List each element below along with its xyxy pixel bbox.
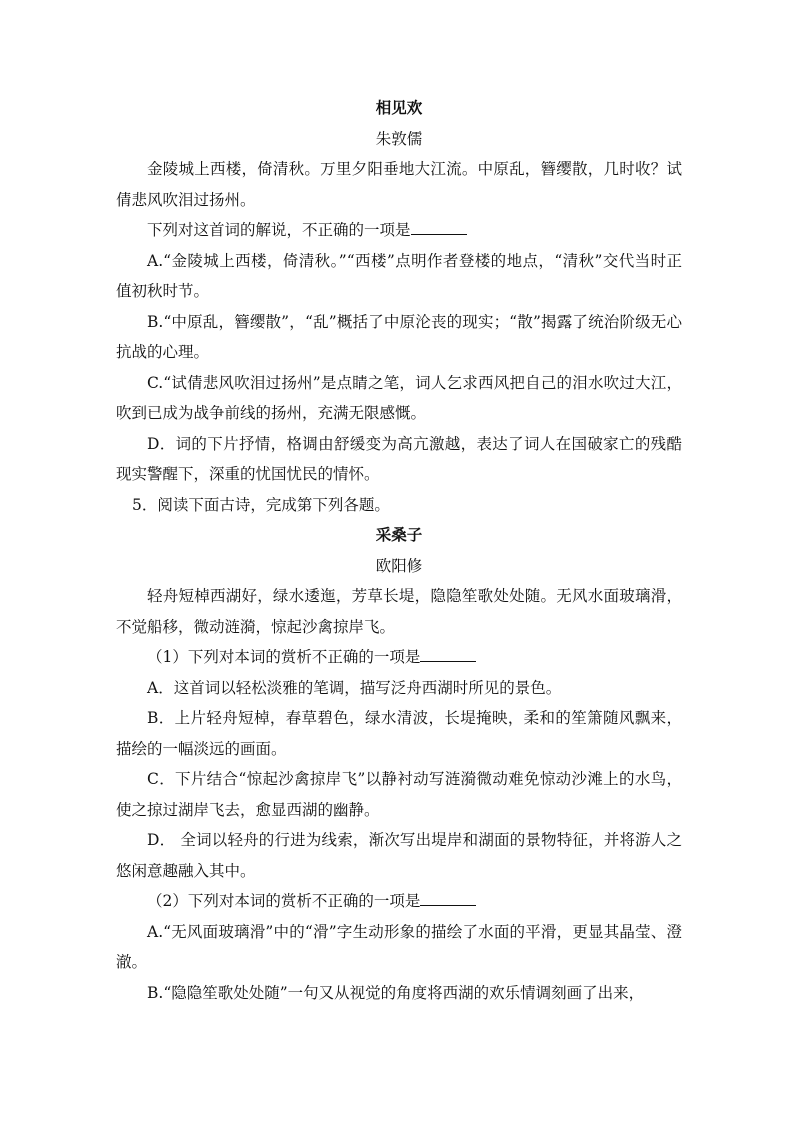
sub1-option-b: B．上片轻舟短棹，春草碧色，绿水清波，长堤掩映，柔和的笙箫随风飘来，描绘的一幅淡远的画面。 (116, 709, 682, 758)
poem1-author: 朱敦儒 (375, 129, 423, 148)
q4-option-a: A.“金陵城上西楼，倚清秋。”“西楼”点明作者登楼的地点，“清秋”交代当时正值初秋时节。 (116, 251, 682, 300)
poem1-title: 相见欢 (375, 98, 423, 117)
poem2-author: 欧阳修 (375, 556, 423, 575)
sub1-option-c: C．下片结合“惊起沙禽掠岸飞”以静衬动写涟漪微动难免惊动沙滩上的水鸟，使之掠过湖岸飞去，愈显西湖的幽静。 (116, 770, 682, 819)
q4-stem-text: 下列对这首词的解说，不正确的一项是 (147, 221, 411, 239)
answer-blank (420, 891, 476, 906)
answer-blank (420, 647, 476, 662)
poem2-title: 采桑子 (375, 525, 423, 544)
sub1-stem-text: （1）下列对本词的赏析不正确的一项是 (147, 648, 421, 666)
sub1-option-d: D． 全词以轻舟的行进为线索，渐次写出堤岸和湖面的景物特征，并将游人之悠闲意趣融入其中。 (116, 831, 682, 880)
poem1-text: 金陵城上西楼，倚清秋。万里夕阳垂地大江流。中原乱，簪缨散，几时收？试倩悲风吹泪过扬州。 (116, 160, 682, 209)
poem2-text: 轻舟短棹西湖好，绿水逶迤，芳草长堤，隐隐笙歌处处随。无风水面玻璃滑，不觉船移，微动涟漪，惊起沙禽掠岸飞。 (116, 587, 682, 636)
answer-blank (411, 220, 467, 235)
q4-option-c: C.“试倩悲风吹泪过扬州”是点睛之笔，词人乞求西风把自己的泪水吹过大江，吹到已成为战争前线的扬州，充满无限感慨。 (116, 373, 682, 422)
sub1-option-a: A．这首词以轻松淡雅的笔调，描写泛舟西湖时所见的景色。 (147, 678, 562, 697)
sub2-stem (116, 886, 682, 917)
q4-option-b: B.“中原乱，簪缨散”，“乱”概括了中原沦丧的现实；“散”揭露了统治阶级无心抗战的心理。 (116, 312, 682, 361)
q4-stem (116, 215, 682, 246)
q4-option-d: D．词的下片抒情，格调由舒缓变为高亢激越，表达了词人在国破家亡的残酷现实警醒下，深重的忧国忧民的情怀。 (116, 434, 682, 483)
sub2-option-a: A.“无风面玻璃滑”中的“滑”字生动形象的描绘了水面的平滑，更显其晶莹、澄澈。 (116, 922, 682, 971)
sub1-stem (116, 642, 682, 673)
sub2-option-b: B.“隐隐笙歌处处随”一句又从视觉的角度将西湖的欢乐情调刻画了出来， (147, 983, 645, 1002)
document-content (116, 93, 682, 1008)
sub2-stem-text: （2）下列对本词的赏析不正确的一项是 (147, 892, 421, 910)
q5-intro: 5．阅读下面古诗，完成第下列各题。 (132, 495, 390, 514)
